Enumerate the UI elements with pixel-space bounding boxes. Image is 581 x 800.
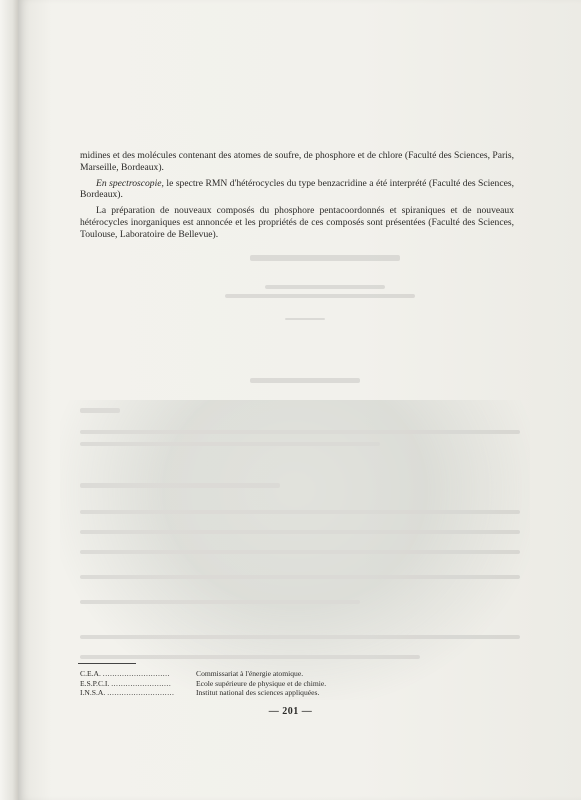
footnote-rule [78,663,136,664]
abbreviation-definition: Commissariat à l'énergie atomique. [196,669,304,678]
abbreviation-definition: Ecole supérieure de physique et de chimie. [196,678,327,688]
page-number: — 201 — [268,706,313,717]
body-text [80,150,514,245]
paragraph-spectroscopy [80,178,514,202]
abbreviation-list [80,669,380,698]
abbreviation-key: E.S.P.C.I. [80,678,110,688]
book-spine-shadow [0,0,18,800]
paragraph-lead-italic: En spectroscopie, [96,177,164,189]
paragraph-phosphorus: La préparation de nouveaux composés du phosphore pentacoordonnés et spiraniques et de nouveaux hétérocycles inorganiques est annoncée et les propriétés de ces composés sont présentées (Faculté des Sciences, Toulouse, Laboratoire de Bellevue). [80,205,514,240]
paragraph-spectroscopy-text: le spectre RMN d'hétérocycles du type benzacridine a été interprété (Faculté des Sciences, Bordeaux). [80,177,515,201]
paragraph-continuation: midines et des molécules contenant des atomes de soufre, de phosphore et de chlore (Faculté des Sciences, Paris, Marseille, Bordeaux). [80,150,514,173]
abbreviation-definition: Institut national des sciences appliquées. [196,688,320,698]
abbreviation-key: I.N.S.A. [80,688,106,698]
abbreviation-row: E.S.P.C.I. ......................... Ecole supérieure de physique et de chimie. [80,679,380,689]
abbreviation-key: C.E.A. [80,669,101,678]
abbreviation-row: C.E.A. ............................ Commissariat à l'énergie atomique. [80,669,380,679]
abbreviation-row: I.N.S.A. ............................ Institut national des sciences appliquées. [80,688,380,698]
